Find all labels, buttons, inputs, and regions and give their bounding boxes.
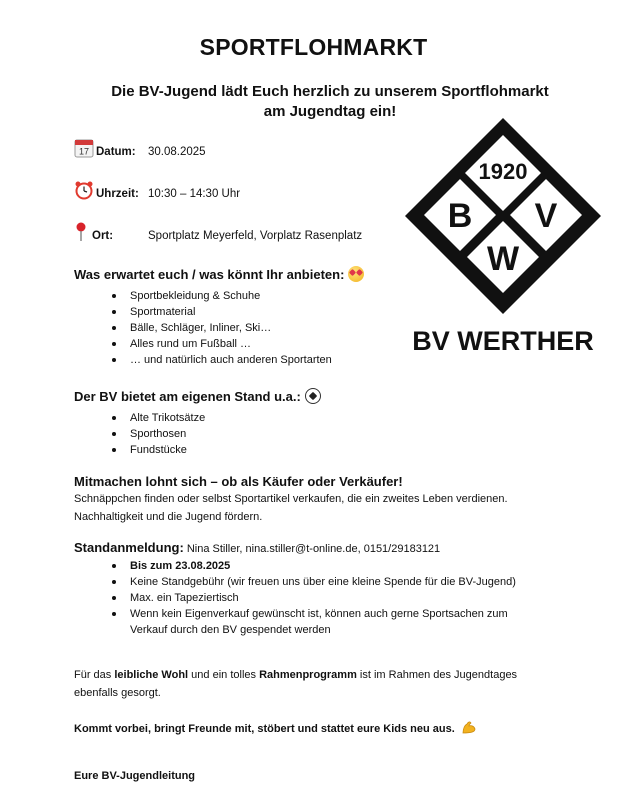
logo-club-name: BV WERTHER <box>412 326 594 356</box>
date-label: Datum: <box>96 146 136 158</box>
food-line-2: ebenfalls gesorgt. <box>74 687 161 699</box>
participate-line-2: Nachhaltigkeit und die Jugend fördern. <box>74 511 263 523</box>
pushpin-icon <box>74 222 88 242</box>
offer-heading-text: Was erwartet euch / was könnt Ihr anbieten: <box>74 267 345 282</box>
registration-list <box>112 558 552 622</box>
closing-text: Kommt vorbei, bringt Freunde mit, stöbert und stattet eure Kids neu aus. <box>74 723 455 735</box>
list-item: Bälle, Schläger, Inliner, Ski… <box>112 320 432 336</box>
food-bold-2: Rahmenprogramm <box>259 669 357 681</box>
logo-letter-w: W <box>486 240 520 278</box>
offer-list <box>112 288 432 368</box>
logo-year: 1920 <box>478 159 528 184</box>
flexed-biceps-icon <box>461 720 477 734</box>
time-row <box>74 180 374 202</box>
place-value: Sportplatz Meyerfeld, Vorplatz Rasenplatz <box>148 230 363 242</box>
offer-heading <box>74 266 364 282</box>
time-value: 10:30 – 14:30 Uhr <box>148 188 241 200</box>
participate-line-1: Schnäppchen finden oder selbst Sportartikel verkaufen, die ein zweites Leben verdienen. <box>74 493 508 505</box>
list-item: Wenn kein Eigenverkauf gewünscht ist, können auch gerne Sportsachen zum <box>112 606 552 622</box>
registration-continuation: Verkauf durch den BV gespendet werden <box>130 624 331 636</box>
calendar-day: 17 <box>78 146 90 157</box>
subtitle-line-2: am Jugendtag ein! <box>263 103 397 120</box>
stand-heading-text: Der BV bietet am eigenen Stand u.a.: <box>74 389 301 404</box>
food-bold-1: leibliche Wohl <box>114 669 189 681</box>
page-title: SPORTFLOHMARKT <box>199 34 428 60</box>
food-part-2: und ein tolles <box>188 669 260 681</box>
food-line-1 <box>74 666 554 684</box>
time-label: Uhrzeit: <box>96 188 139 200</box>
participate-text <box>74 490 574 526</box>
food-part-1: Für das <box>74 669 115 681</box>
registration-label: Standanmeldung: <box>74 540 184 555</box>
star-struck-icon <box>348 266 364 282</box>
place-label: Ort: <box>92 230 114 242</box>
food-text <box>74 666 554 702</box>
list-item: Bis zum 23.08.2025 <box>112 558 552 574</box>
list-item: Alte Trikotsätze <box>112 410 412 426</box>
closing-line <box>74 720 477 735</box>
list-item: Sporthosen <box>112 426 412 442</box>
subtitle-line-1: Die BV-Jugend lädt Euch herzlich zu unserem Sportflohmarkt <box>111 83 549 100</box>
list-item: … und natürlich auch anderen Sportarten <box>112 352 432 368</box>
calendar-icon <box>74 138 94 158</box>
list-item: Max. ein Tapeziertisch <box>112 590 552 606</box>
date-value: 30.08.2025 <box>148 146 206 158</box>
soccer-ball-icon <box>305 388 321 404</box>
signature: Eure BV-Jugendleitung <box>74 770 196 782</box>
list-item: Sportbekleidung & Schuhe <box>112 288 432 304</box>
food-part-3: ist im Rahmen des Jugendtages <box>356 669 518 681</box>
stand-list <box>112 410 412 458</box>
date-row <box>74 138 374 160</box>
list-item: Sportmaterial <box>112 304 432 320</box>
registration-contact: Nina Stiller, nina.stiller@t-online.de, 0151/29183121 <box>186 543 441 555</box>
participate-heading: Mitmachen lohnt sich – ob als Käufer oder Verkäufer! <box>74 474 403 489</box>
logo-letter-v: V <box>534 197 558 235</box>
list-item: Keine Standgebühr (wir freuen uns über eine kleine Spende für die BV-Jugend) <box>112 574 552 590</box>
list-item: Fundstücke <box>112 442 412 458</box>
registration-line <box>74 540 594 555</box>
alarm-clock-icon <box>74 180 94 200</box>
stand-heading <box>74 388 321 404</box>
logo-letter-b: B <box>447 197 473 235</box>
place-row <box>74 222 394 244</box>
list-item: Alles rund um Fußball … <box>112 336 432 352</box>
